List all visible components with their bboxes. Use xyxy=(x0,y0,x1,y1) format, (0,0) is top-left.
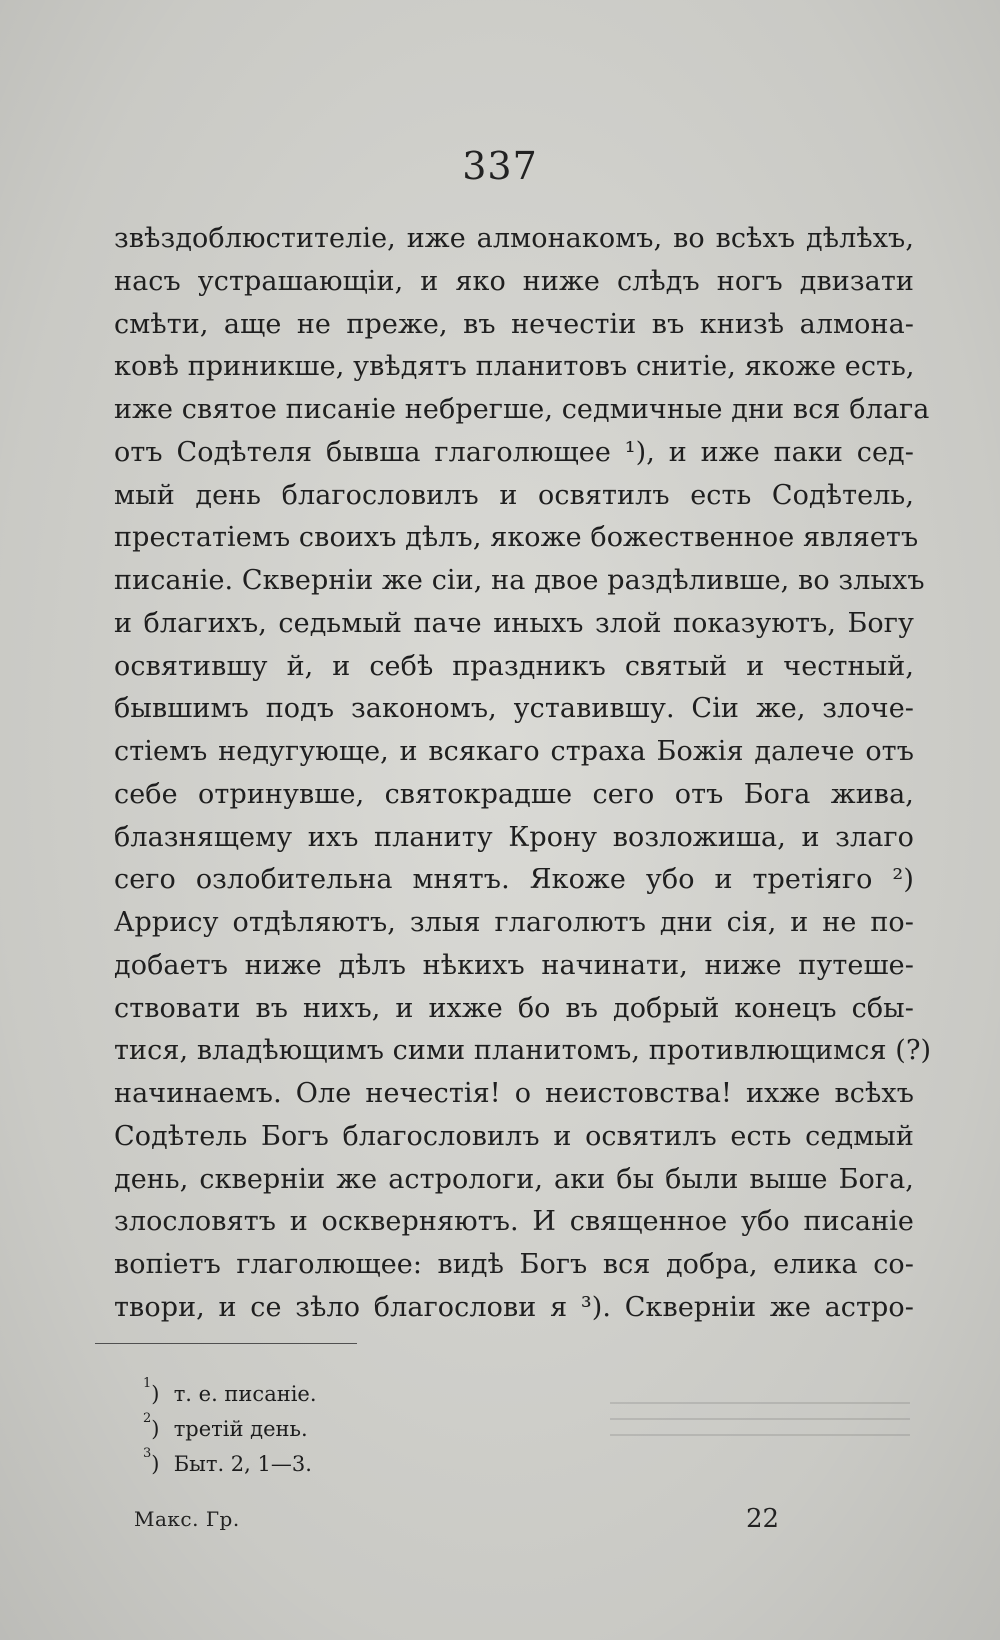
text-line: и благихъ, седьмый паче иныхъ злой показуютъ, Богу xyxy=(114,607,914,639)
footnote-marker: $^3$) xyxy=(143,1446,160,1476)
footnote-text: т. е. писаніе. xyxy=(173,1382,317,1406)
text-line: сего озлобительна мнятъ. Якоже убо и третіяго ²) xyxy=(114,864,914,896)
footnotes xyxy=(143,1372,593,1477)
footnote-3 xyxy=(143,1442,593,1477)
text-line: отъ Содѣтеля бывша глаголющее ¹), и иже паки сед- xyxy=(114,436,914,468)
text-line: день, скверніи же астрологи, аки бы были выше Бога, xyxy=(114,1163,914,1195)
text-line: ствовати въ нихъ, и ихже бо въ добрый конецъ сбы- xyxy=(114,992,914,1024)
footnote-separator xyxy=(95,1343,357,1344)
text-line: Аррису отдѣляютъ, злыя глаголютъ дни сія, и не по- xyxy=(114,907,914,938)
main-text xyxy=(114,218,932,1330)
text-line: вопіетъ глаголющее: видѣ Богъ вся добра, елика со- xyxy=(114,1249,914,1280)
footnote-text: Быт. 2, 1—3. xyxy=(173,1452,312,1476)
sheet-number: 22 xyxy=(746,1504,780,1534)
footnote-text: третій день. xyxy=(173,1417,308,1441)
page-footer xyxy=(0,1500,1000,1540)
text-line: тися, владѣющимъ сими планитомъ, противлющимся (?) xyxy=(114,1035,932,1067)
text-line: твори, и се зѣло благослови я ³). Скверніи же астро- xyxy=(114,1291,914,1323)
text-line: бывшимъ подъ закономъ, уставившу. Сіи же, злоче- xyxy=(114,693,914,725)
footnote-marker: $^1$) xyxy=(143,1376,160,1406)
text-line: насъ устрашающіи, и яко ниже слѣдъ ногъ двизати xyxy=(114,265,914,297)
text-line: писаніе. Скверніи же сіи, на двое раздѣливше, во злыхъ xyxy=(114,565,925,596)
text-line: начинаемъ. Оле нечестія! о неистовства! ихже всѣхъ xyxy=(114,1078,914,1109)
footnote-1 xyxy=(143,1372,593,1407)
text-line: престатіемъ своихъ дѣлъ, якоже божественное являетъ xyxy=(114,522,919,554)
text-line: иже святое писаніе небрегше, седмичные дни вся блага xyxy=(114,394,930,425)
text-line: мый день благословилъ и освятилъ есть Содѣтель, xyxy=(114,479,914,511)
text-line: добаетъ ниже дѣлъ нѣкихъ начинати, ниже путеше- xyxy=(114,949,914,981)
text-line: ковѣ приникше, увѣдятъ планитовъ снитіе, якоже есть, xyxy=(114,351,915,383)
text-line: стіемъ недугующе, и всякаго страха Божія далече отъ xyxy=(114,736,914,767)
text-line: освятившу й, и себѣ праздникъ святый и честный, xyxy=(114,650,914,682)
signature-mark: Макс. Гр. xyxy=(134,1507,240,1531)
text-line: злословятъ и оскверняютъ. И священное убо писаніе xyxy=(114,1206,914,1238)
text-line: Содѣтель Богъ благословилъ и освятилъ есть седмый xyxy=(114,1120,914,1152)
text-line: себе отринувше, святокрадше сего отъ Бога жива, xyxy=(114,778,914,810)
text-line: звѣздоблюстителіе, иже алмонакомъ, во всѣхъ дѣлѣхъ, xyxy=(114,223,914,254)
text-line: смѣти, аще не преже, въ нечестіи въ книзѣ алмона- xyxy=(114,308,914,340)
footnote-marker: $^2$) xyxy=(143,1411,160,1441)
page-number: 337 xyxy=(462,144,538,188)
footnote-2 xyxy=(143,1407,593,1442)
text-line: блазнящему ихъ планиту Крону возложиша, и злаго xyxy=(114,821,914,853)
show-through-text xyxy=(610,1388,910,1478)
